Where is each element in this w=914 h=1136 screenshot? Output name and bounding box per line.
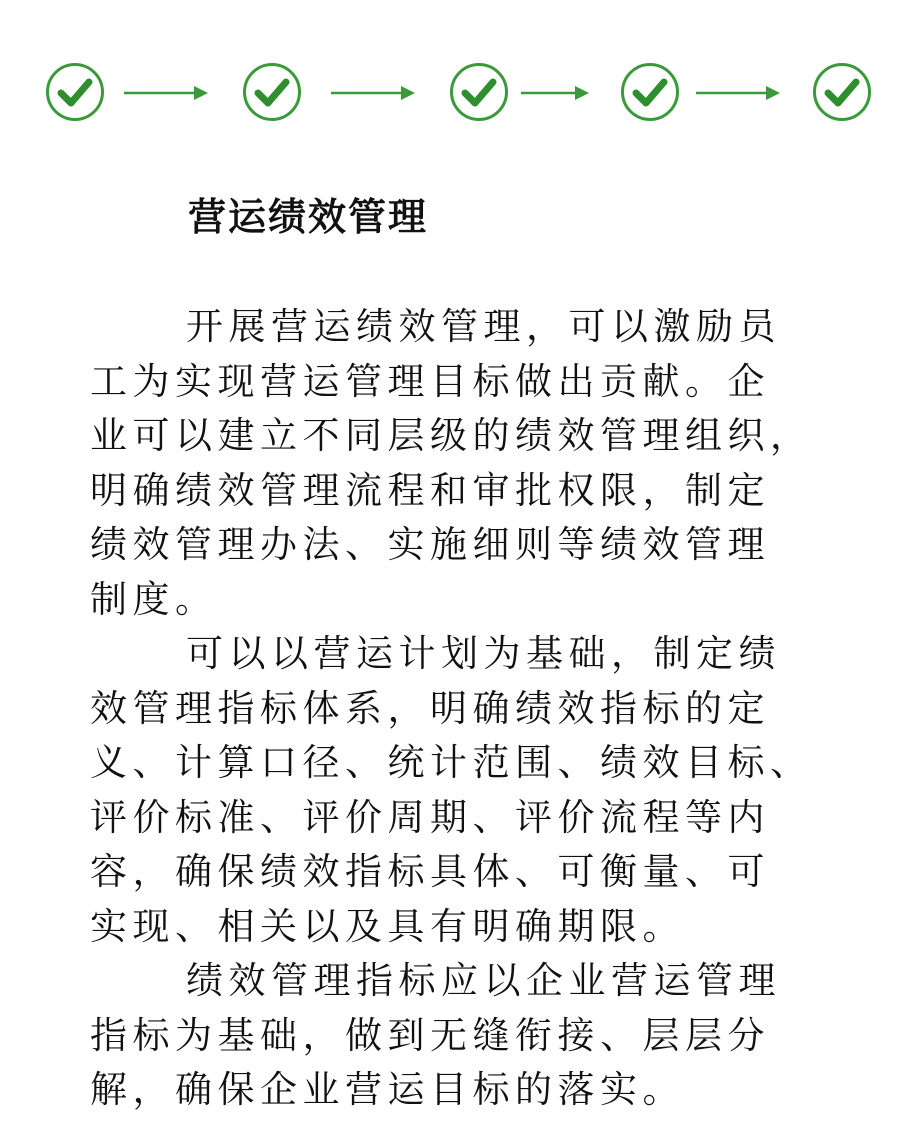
check-circle-icon (620, 62, 680, 122)
arrow-right-icon (519, 84, 591, 102)
paragraph-3-line-1: 绩效管理指标应以企业营运管理 (186, 959, 781, 1002)
arrow-right-icon (122, 84, 210, 102)
check-circle-icon (812, 62, 872, 122)
paragraph-2-line-5: 容，确保绩效指标具体、可衡量、可 (90, 850, 770, 893)
step-progress-bar (0, 0, 914, 190)
paragraph-3-line-3: 解，确保企业营运目标的落实。 (90, 1068, 685, 1111)
check-circle-icon (45, 62, 105, 122)
check-circle-icon (242, 62, 302, 122)
paragraph-1-line-1: 开展营运绩效管理，可以激励员 (186, 305, 781, 348)
section-title: 营运绩效管理 (188, 194, 429, 239)
paragraph-2-line-3: 义、计算口径、统计范围、绩效目标、 (90, 741, 813, 784)
paragraph-3-line-2: 指标为基础，做到无缝衔接、层层分 (90, 1013, 770, 1057)
paragraph-1-line-3: 业可以建立不同层级的绩效管理组织， (90, 414, 813, 457)
paragraph-1-line-5: 绩效管理办法、实施细则等绩效管理 (90, 523, 770, 566)
paragraph-1-line-4: 明确绩效管理流程和审批权限，制定 (90, 468, 770, 512)
paragraph-2-line-4: 评价标准、评价周期、评价流程等内 (90, 795, 770, 839)
article-body (90, 300, 850, 1118)
paragraph-1-line-6: 制度。 (90, 577, 218, 621)
arrow-right-icon (694, 84, 782, 102)
paragraph-2-line-2: 效管理指标体系，明确绩效指标的定 (90, 686, 770, 730)
check-circle-icon (449, 62, 509, 122)
paragraph-1-line-2: 工为实现营运管理目标做出贡献。企 (90, 359, 770, 403)
paragraph-2-line-1: 可以以营运计划为基础，制定绩 (186, 632, 781, 675)
arrow-right-icon (329, 84, 417, 102)
paragraph-2-line-6: 实现、相关以及具有明确期限。 (90, 904, 685, 948)
